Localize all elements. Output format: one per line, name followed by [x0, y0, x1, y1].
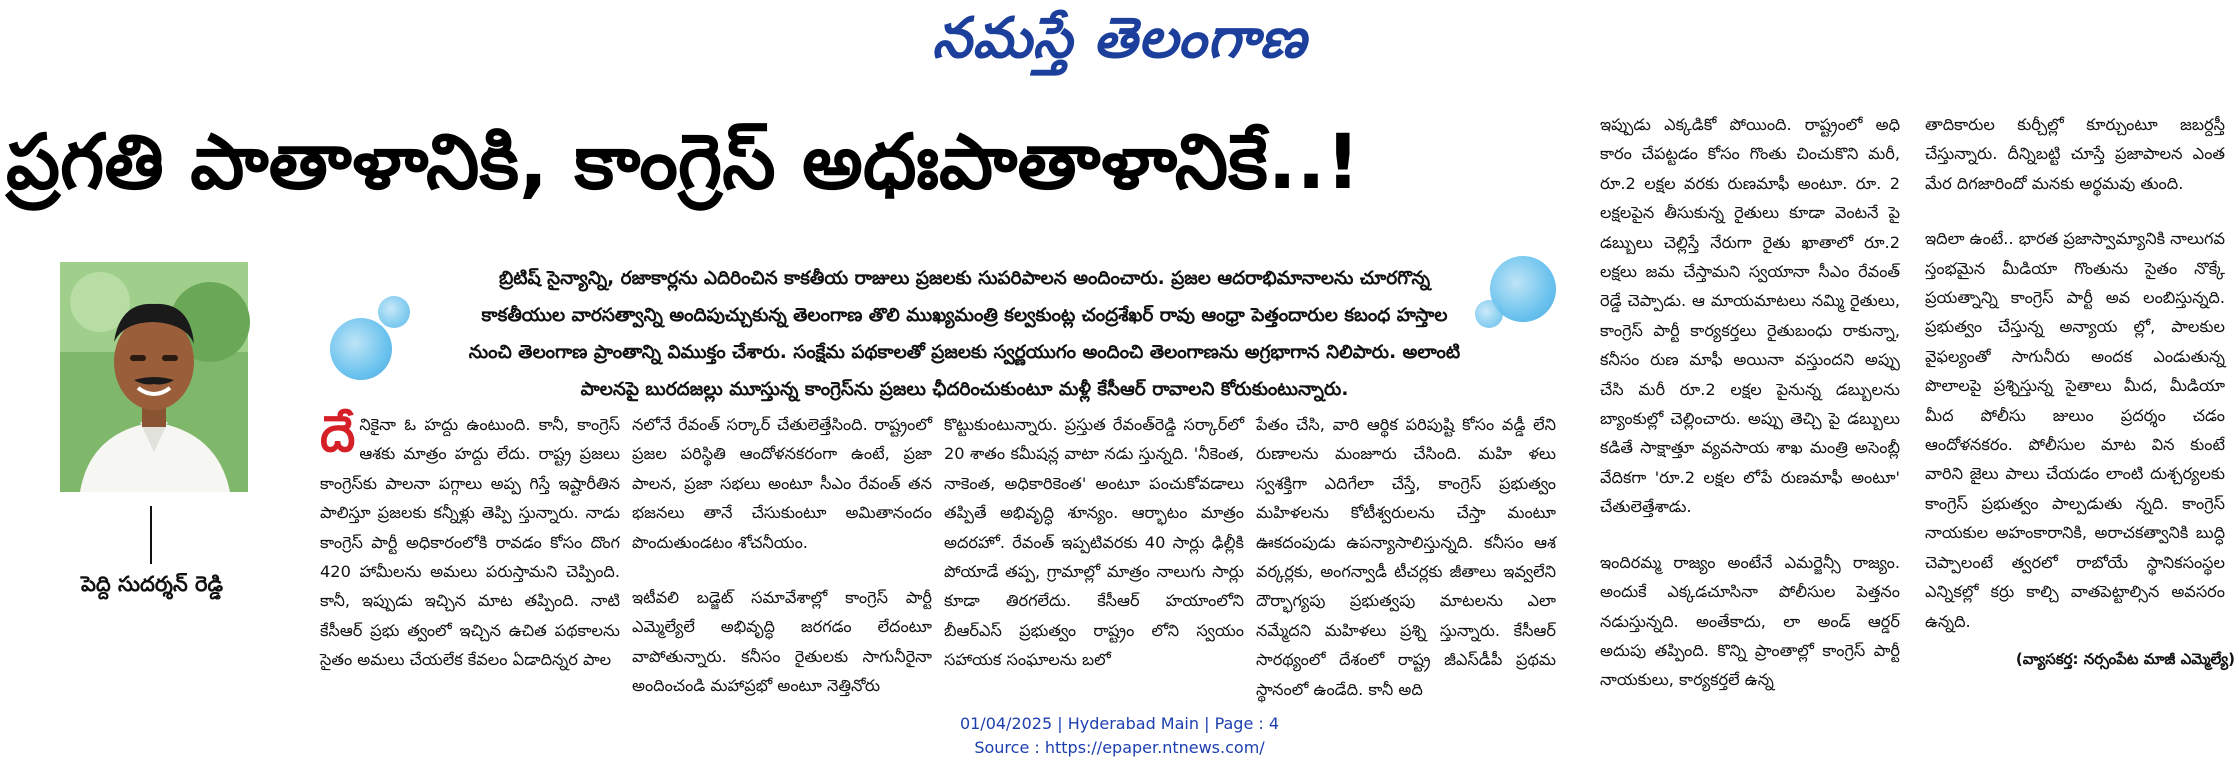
footer-source-link[interactable]: Source : https://epaper.ntnews.com/: [974, 738, 1265, 757]
bubble-decoration-left: [330, 318, 392, 380]
paragraph: తాదికారుల కుర్చీల్లో కూర్చుంటూ జబర్దస్తీ చేస్తున్నారు. దీన్నిబట్టి చూస్తే ప్రజాపాలన ఎంత మేర దిగజారిందో మనకు అర్థమవు తుంది.: [1925, 115, 2225, 193]
footer-edition-info: 01/04/2025 | Hyderabad Main | Page : 4: [959, 714, 1280, 733]
author-photo: [60, 262, 248, 492]
paragraph: ఇప్పుడు ఎక్కడికో పోయింది. రాష్ట్రంలో అధి కారం చేపట్టడం కోసం గొంతు చించుకొని మరీ, రూ.2 లక్షల వరకు రుణమాఫీ అంటూ. రూ. 2 లక్షలపైన తీసుకున్న రైతులు కూడా వెంటనే పై డబ్బులు చెల్లిస్తే నేరుగా రైతు ఖాతాలో రూ.2 లక్షలు జమ చేస్తామని స్వయానా సీఎం రేవంత్ రెడ్డే చెప్పాడు. ఆ మాయమాటలు నమ్మి రైతులు, కాంగ్రెస్ పార్టీ కార్యకర్తలు రైతుబంధు రాకున్నా, కనీసం రుణ మాఫీ అయినా వస్తుందని అప్పు చేసి మరీ రూ.2 లక్షల పైనున్న డబ్బులను బ్యాంకుల్లో చెల్లించారు. అప్పు తెచ్చి పై డబ్బులు కడితే సాక్షాత్తూ వ్యవసాయ శాఖ మంత్రి అసెంబ్లీ వేదికగా 'రూ.2 లక్షల లోపే రుణమాఫీ అంటూ' చేతులెత్తేశాడు.: [1600, 115, 1900, 517]
paragraph: ఇటీవలి బడ్జెట్ సమావేశాల్లో కాంగ్రెస్ పార్టీ ఎమ్మెల్యేలే అభివృద్ధి జరగడం లేదంటూ వాపోతున్నారు. కనీసం రైతులకు సాగునీరైనా అందించండి మహాప్రభో అంటూ నెత్తినోరు: [632, 588, 932, 696]
article-column-1: [320, 405, 620, 680]
article-column-6: [1925, 110, 2225, 640]
dropcap: దే: [320, 405, 356, 463]
bubble-decoration-left-small: [378, 296, 410, 328]
paragraph: నలోనే రేవంత్ సర్కార్ చేతులెత్తేసింది. రాష్ట్రంలో ప్రజల పరిస్థితి ఆందోళనకరంగా ఉంటే, ప్రజా పాలన, ప్రజా సభలు అంటూ సీఎం రేవంత్ తన భజనలు తానే చేసుకుంటూ అమితానందం పొందుతుండటం శోచనీయం.: [632, 415, 932, 552]
bubble-decoration-right-small: [1475, 300, 1503, 328]
paragraph: ఇందిరమ్మ రాజ్యం అంటేనే ఎమర్జెన్సీ రాజ్యం. అందుకే ఎక్కడచూసినా పోలీసుల పెత్తనం నడుస్తున్నది. అంతేకాదు, లా అండ్ ఆర్డర్ అదుపు తప్పింది. కొన్ని ప్రాంతాల్లో కాంగ్రెస్ పార్టీ నాయకులు, కార్యకర్తలే ఉన్న: [1600, 552, 1900, 690]
paragraph: కొట్టుకుంటున్నారు. ప్రస్తుత రేవంత్‌రెడ్డి సర్కార్‌లో 20 శాతం కమీషన్ల వాటా నడు స్తున్నది. 'నీకెంత, నాకెంత, అధికారికెంత' అంటూ పంచుకోవడాలు తప్పితే అభివృద్ధి శూన్యం. ఆర్భాటం మాత్రం అదరహో. రేవంత్ ఇప్పటివరకు 40 సార్లు ఢిల్లీకి పోయాడే తప్ప, గ్రామాల్లో మాత్రం నాలుగు సార్లు కూడా తిరగలేదు. కేసీఆర్ హయాంలోని బీఆర్‌ఎస్ ప్రభుత్వం రాష్ట్రం లోని స్వయం సహాయక సంఘాలను బలో: [944, 415, 1244, 670]
paragraph: పేతం చేసి, వారి ఆర్థిక పరిపుష్టి కోసం వడ్డీ లేని రుణాలను మంజూరు చేసింది. మహి ళలు స్వశక్తిగా ఎదిగేలా చేస్తే, కాంగ్రెస్ ప్రభుత్వం మహిళలను కోటీశ్వరులను చేస్తా మంటూ ఊకదంపుడు ఉపన్యాసాలిస్తున్నది. కనీసం ఆశ వర్కర్లకు, అంగన్వాడీ టీచర్లకు జీతాలు ఇవ్వలేని దౌర్భాగ్యపు ప్రభుత్వపు మాటలను ఎలా నమ్మేదని మహిళలు ప్రశ్ని స్తున్నారు. కేసీఆర్ సారథ్యంలో దేశంలో రాష్ట్ర జీఎస్‌డీపీ ప్రథమ స్థానంలో ఉండేది. కానీ అది: [1256, 415, 1556, 699]
masthead-logo: నమస్తే తెలంగాణ: [932, 6, 1307, 71]
article-column-3: [944, 410, 1244, 680]
intro-summary: బ్రిటిష్ సైన్యాన్ని, రజాకార్లను ఎదిరించిన కాకతీయ రాజులు ప్రజలకు సుపరిపాలన అందించారు. ప్రజల ఆదరాభిమానాలను చూరగొన్న కాకతీయుల వారసత్వాన్ని అందిపుచ్చుకున్న తెలంగాణ తొలి ముఖ్యమంత్రి కల్వకుంట్ల చంద్రశేఖర్ రావు ఆంధ్రా పెత్తందారుల కబంధ హస్తాల నుంచి తెలంగాణ ప్రాంతాన్ని విముక్తం చేశారు. సంక్షేమ పథకాలతో ప్రజలకు స్వర్ణయుగం అందించి తెలంగాణను అగ్రభాగాన నిలిపారు. అలాంటి పాలనపై బురదజల్లు మూస్తున్న కాంగ్రెస్‌ను ప్రజలు ఛీదరించుకుంటూ మళ్లీ కేసీఆర్ రావాలని కోరుకుంటున్నారు.: [468, 268, 1461, 400]
author-caption: పెద్ది సుదర్శన్ రెడ్డి: [80, 572, 223, 596]
paragraph: నికైనా ఓ హద్దు ఉంటుంది. కానీ, కాంగ్రెస్ ఆశకు మాత్రం హద్దు లేదు. రాష్ట్ర ప్రజలు కాంగ్రెస్‌కు పాలనా పగ్గాలు అప్ప గిస్తే ఇష్టారీతిన పాలిస్తూ ప్రజలకు కన్నీళ్లు తెప్పి స్తున్నారు. నాడు కాంగ్రెస్ పార్టీ అధికారంలోకి రావడం కోసం దొంగ 420 హామీలను అమలు పరుస్తామని చెప్పింది. కానీ, ఇప్పుడు ఇచ్చిన మాట తప్పింది. నాటి కేసీఆర్ ప్రభు త్వంలో ఇచ్చిన ఉచిత పథకాలను సైతం అమలు చేయలేక కేవలం ఏడాదిన్నర పాల: [320, 415, 620, 670]
footer: [0, 712, 2239, 760]
headline: ప్రగతి పాతాళానికి, కాంగ్రెస్ అధఃపాతాళానికే..!: [6, 117, 1361, 206]
divider: [150, 506, 152, 564]
article-column-5: [1600, 110, 1900, 690]
paragraph: ఇదిలా ఉంటే.. భారత ప్రజాస్వామ్యానికి నాలుగవ స్తంభమైన మీడియా గొంతును సైతం నొక్కే ప్రయత్నాన్ని కాంగ్రెస్ పార్టీ అవ లంబిస్తున్నది. ప్రభుత్వం చేస్తున్న అన్యాయ ల్లో, పాలకుల వైఫల్యంతో సాగునీరు అందక ఎండుతున్న పొలాలపై ప్రశ్నిస్తున్న సైతాలు మీద, మీడియా మీద పోలీసు జులుం ప్రదర్శం చడం ఆందోళనకరం. పోలీసుల మాట విన కుంటే వారిని జైలు పాలు చేయడం లాంటి దుశ్చర్యలకు కాంగ్రెస్ ప్రభుత్వం పాల్పడుతు న్నది. కాంగ్రెస్ నాయకుల అహంకారానికి, అరాచకత్వానికి బుద్ధి చెప్పాలంటే త్వరలో రాబోయే స్థానికసంస్థల ఎన్నికల్లో కర్రు కాల్చి వాతపెట్టాల్సిన అవసరం ఉన్నది.: [1925, 229, 2226, 631]
article-column-4: [1256, 410, 1556, 699]
author-signoff: (వ్యాసకర్త: నర్సంపేట మాజీ ఎమ్మెల్యే): [2015, 650, 2235, 668]
article-column-2: [632, 410, 932, 696]
